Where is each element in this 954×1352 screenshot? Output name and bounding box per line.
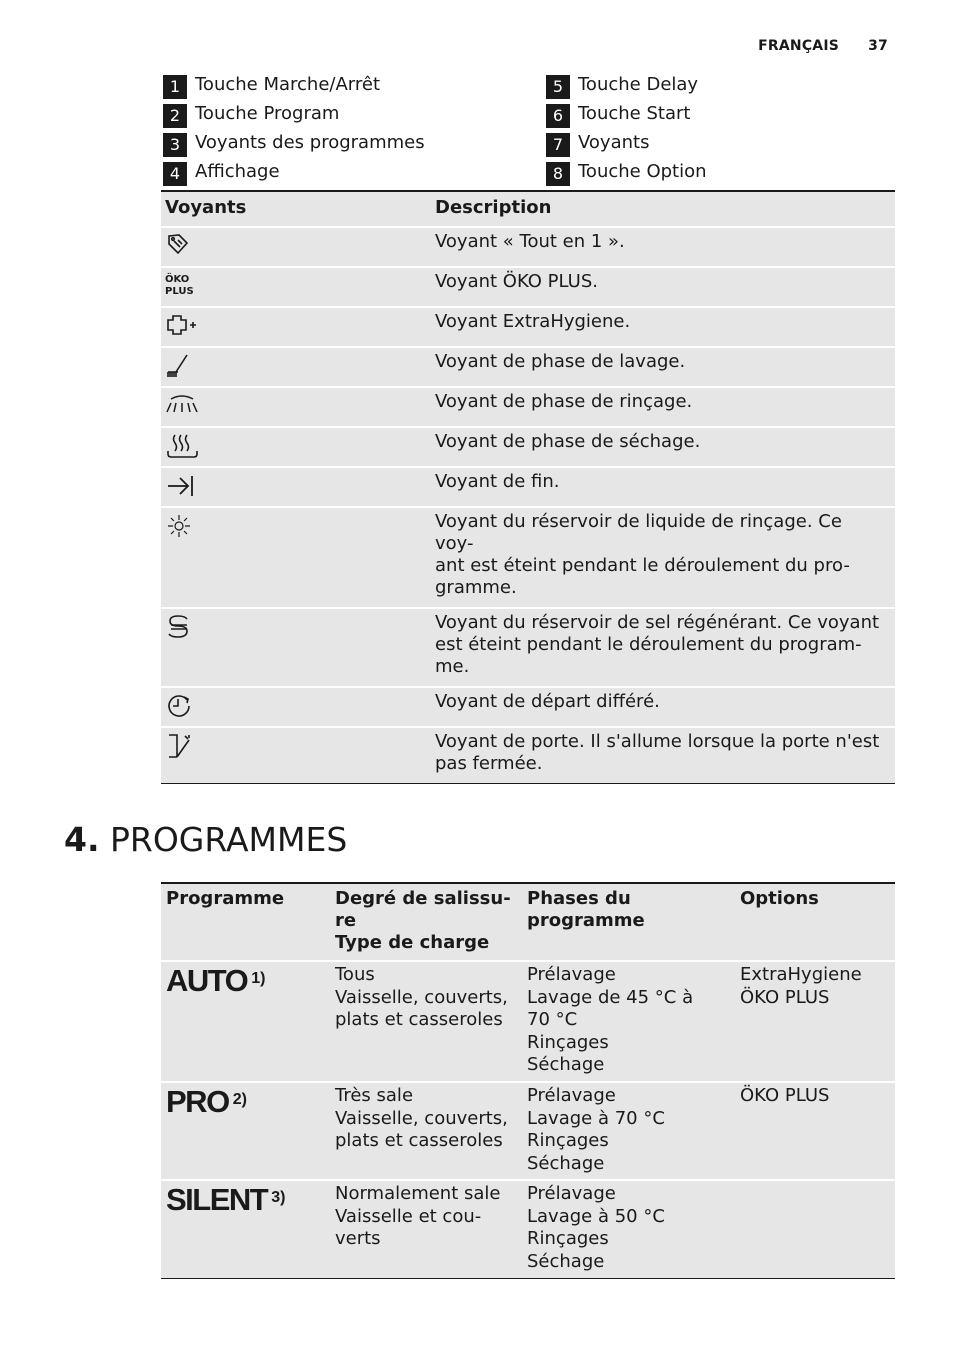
cell-line: Lavage à 70 °C xyxy=(527,1107,665,1129)
table-row xyxy=(161,427,895,467)
description-line: me. xyxy=(435,656,470,677)
options-cell xyxy=(735,1180,895,1278)
cell-line: ÖKO PLUS xyxy=(740,1085,830,1106)
icon-cell xyxy=(161,267,431,307)
column-header-degre xyxy=(330,883,522,961)
programme-name-text: SILENT xyxy=(166,1182,268,1217)
legend-item xyxy=(163,157,546,186)
description-line: ant est éteint pendant le déroulement du pro- xyxy=(435,555,850,576)
footnote-ref: 2) xyxy=(232,1091,247,1108)
legend-number: 2 xyxy=(163,104,187,128)
icon-cell xyxy=(161,727,431,784)
dry-phase-icon xyxy=(165,432,199,460)
legend-item xyxy=(163,128,546,157)
description-cell: Voyant de phase de rinçage. xyxy=(431,387,895,427)
control-panel-legend xyxy=(163,70,895,186)
legend-number: 1 xyxy=(163,75,187,99)
rinse-aid-icon xyxy=(165,512,193,540)
indicators-table xyxy=(161,190,895,784)
programme-name xyxy=(166,1182,285,1217)
phases-cell xyxy=(522,961,735,1082)
icon-cell xyxy=(161,687,431,727)
legend-item xyxy=(546,157,895,186)
degre-cell xyxy=(330,1180,522,1278)
table-row xyxy=(161,1180,895,1278)
description-cell: Voyant « Tout en 1 ». xyxy=(431,227,895,267)
description-line: Voyant de porte. Il s'allume lorsque la porte n'est xyxy=(435,731,880,752)
table-row xyxy=(161,727,895,784)
page-header xyxy=(758,38,888,54)
icon-cell xyxy=(161,347,431,387)
cell-line: Rinçages xyxy=(527,1228,609,1249)
cell-line: verts xyxy=(335,1228,381,1249)
table-row xyxy=(161,687,895,727)
programme-name-cell xyxy=(161,961,330,1082)
cell-line: Vaisselle, couverts, xyxy=(335,1107,508,1129)
cell-line: 70 °C xyxy=(527,1009,578,1030)
icon-cell xyxy=(161,227,431,267)
table-row xyxy=(161,507,895,608)
cell-line: Séchage xyxy=(527,1054,605,1075)
legend-number: 5 xyxy=(546,75,570,99)
table-row xyxy=(161,961,895,1082)
programmes-table xyxy=(161,882,895,1279)
page-number: 37 xyxy=(868,38,888,54)
description-line: pas fermée. xyxy=(435,753,543,774)
legend-label: Touche Start xyxy=(578,103,691,124)
description-cell xyxy=(431,608,895,687)
legend-label: Touche Marche/Arrêt xyxy=(195,74,381,95)
programme-name-cell xyxy=(161,1180,330,1278)
column-header-description: Description xyxy=(431,191,895,227)
legend-label: Voyants des programmes xyxy=(195,132,425,153)
legend-label: Affichage xyxy=(195,161,280,182)
table-header-row xyxy=(161,883,895,961)
all-in-one-icon xyxy=(165,232,191,258)
description-line: gramme. xyxy=(435,577,517,598)
cell-line: Prélavage xyxy=(527,1085,616,1106)
table-header-row xyxy=(161,191,895,227)
icon-cell xyxy=(161,608,431,687)
header-line: re xyxy=(335,910,357,931)
cell-line: Séchage xyxy=(527,1152,605,1174)
legend-number: 6 xyxy=(546,104,570,128)
table-row xyxy=(161,347,895,387)
legend-number: 8 xyxy=(546,162,570,186)
table-row xyxy=(161,307,895,347)
legend-item xyxy=(163,70,546,99)
description-line: Voyant du réservoir de sel régénérant. Ce voyant xyxy=(435,612,880,633)
legend-item xyxy=(546,99,895,128)
column-header-options: Options xyxy=(735,883,895,961)
cell-line: Rinçages xyxy=(527,1031,609,1053)
oko-icon-text: ÖKO xyxy=(165,274,190,285)
description-cell xyxy=(431,727,895,784)
column-header-voyants: Voyants xyxy=(161,191,431,227)
cell-line: Vaisselle, couverts, xyxy=(335,986,508,1008)
table-row xyxy=(161,467,895,507)
options-cell xyxy=(735,1082,895,1180)
phases-cell xyxy=(522,1082,735,1180)
table-row xyxy=(161,227,895,267)
extra-hygiene-icon xyxy=(165,312,197,338)
delay-start-icon xyxy=(165,692,193,720)
table-row xyxy=(161,267,895,307)
column-header-programme: Programme xyxy=(161,883,330,961)
salt-icon xyxy=(165,613,193,641)
cell-line: Séchage xyxy=(527,1250,605,1272)
legend-item xyxy=(546,70,895,99)
description-line: est éteint pendant le déroulement du program- xyxy=(435,634,862,655)
legend-item xyxy=(546,128,895,157)
header-line: programme xyxy=(527,910,645,931)
cell-line: Vaisselle et cou- xyxy=(335,1205,482,1227)
cell-line: ÖKO PLUS xyxy=(740,986,830,1008)
icon-cell xyxy=(161,507,431,608)
options-cell xyxy=(735,961,895,1082)
description-cell: Voyant ÖKO PLUS. xyxy=(431,267,895,307)
rinse-phase-icon xyxy=(165,392,199,418)
cell-line: Prélavage xyxy=(527,964,616,985)
legend-number: 7 xyxy=(546,133,570,157)
legend-number: 4 xyxy=(163,162,187,186)
description-cell: Voyant de départ différé. xyxy=(431,687,895,727)
legend-number: 3 xyxy=(163,133,187,157)
section-title xyxy=(64,820,347,859)
phases-cell xyxy=(522,1180,735,1278)
programme-name xyxy=(166,963,266,998)
description-cell: Voyant ExtraHygiene. xyxy=(431,307,895,347)
header-line: Phases du xyxy=(527,888,631,909)
plus-icon-text: PLUS xyxy=(165,286,194,297)
description-cell: Voyant de fin. xyxy=(431,467,895,507)
icon-cell xyxy=(161,387,431,427)
table-row xyxy=(161,1082,895,1180)
cell-line: Prélavage xyxy=(527,1183,616,1204)
legend-label: Touche Program xyxy=(195,103,340,124)
cell-line: plats et casseroles xyxy=(335,1009,503,1030)
legend-label: Touche Option xyxy=(578,161,707,182)
language-label: FRANÇAIS xyxy=(758,38,840,54)
programme-name-cell xyxy=(161,1082,330,1180)
programme-name-text: PRO xyxy=(166,1084,229,1119)
cell-line: Tous xyxy=(335,964,375,985)
cell-line: Très sale xyxy=(335,1085,414,1106)
icon-cell xyxy=(161,427,431,467)
description-line: Voyant du réservoir de liquide de rinçage. Ce voy- xyxy=(435,511,842,554)
section-title-text: PROGRAMMES xyxy=(110,820,348,859)
oko-plus-icon xyxy=(165,274,421,298)
end-icon xyxy=(165,472,197,500)
cell-line: ExtraHygiene xyxy=(740,964,862,985)
table-row xyxy=(161,387,895,427)
programme-name xyxy=(166,1084,247,1119)
header-line: Degré de salissu- xyxy=(335,888,511,909)
icon-cell xyxy=(161,467,431,507)
footnote-ref: 3) xyxy=(271,1189,286,1206)
wash-phase-icon xyxy=(165,352,193,380)
column-header-phases xyxy=(522,883,735,961)
cell-line: Normalement sale xyxy=(335,1183,501,1204)
description-cell: Voyant de phase de lavage. xyxy=(431,347,895,387)
cell-line: plats et casseroles xyxy=(335,1130,503,1151)
degre-cell xyxy=(330,1082,522,1180)
cell-line: Rinçages xyxy=(527,1130,609,1151)
header-line: Type de charge xyxy=(335,932,490,953)
icon-cell xyxy=(161,307,431,347)
section-number: 4. xyxy=(64,820,100,859)
programme-name-text: AUTO xyxy=(166,963,248,998)
description-cell: Voyant de phase de séchage. xyxy=(431,427,895,467)
legend-item xyxy=(163,99,546,128)
footnote-ref: 1) xyxy=(251,970,266,987)
door-icon xyxy=(165,732,197,760)
cell-line: Lavage à 50 °C xyxy=(527,1205,665,1227)
cell-line: Lavage de 45 °C à xyxy=(527,986,694,1008)
table-row xyxy=(161,608,895,687)
legend-label: Touche Delay xyxy=(578,74,699,95)
legend-label: Voyants xyxy=(578,132,650,153)
degre-cell xyxy=(330,961,522,1082)
description-cell xyxy=(431,507,895,608)
